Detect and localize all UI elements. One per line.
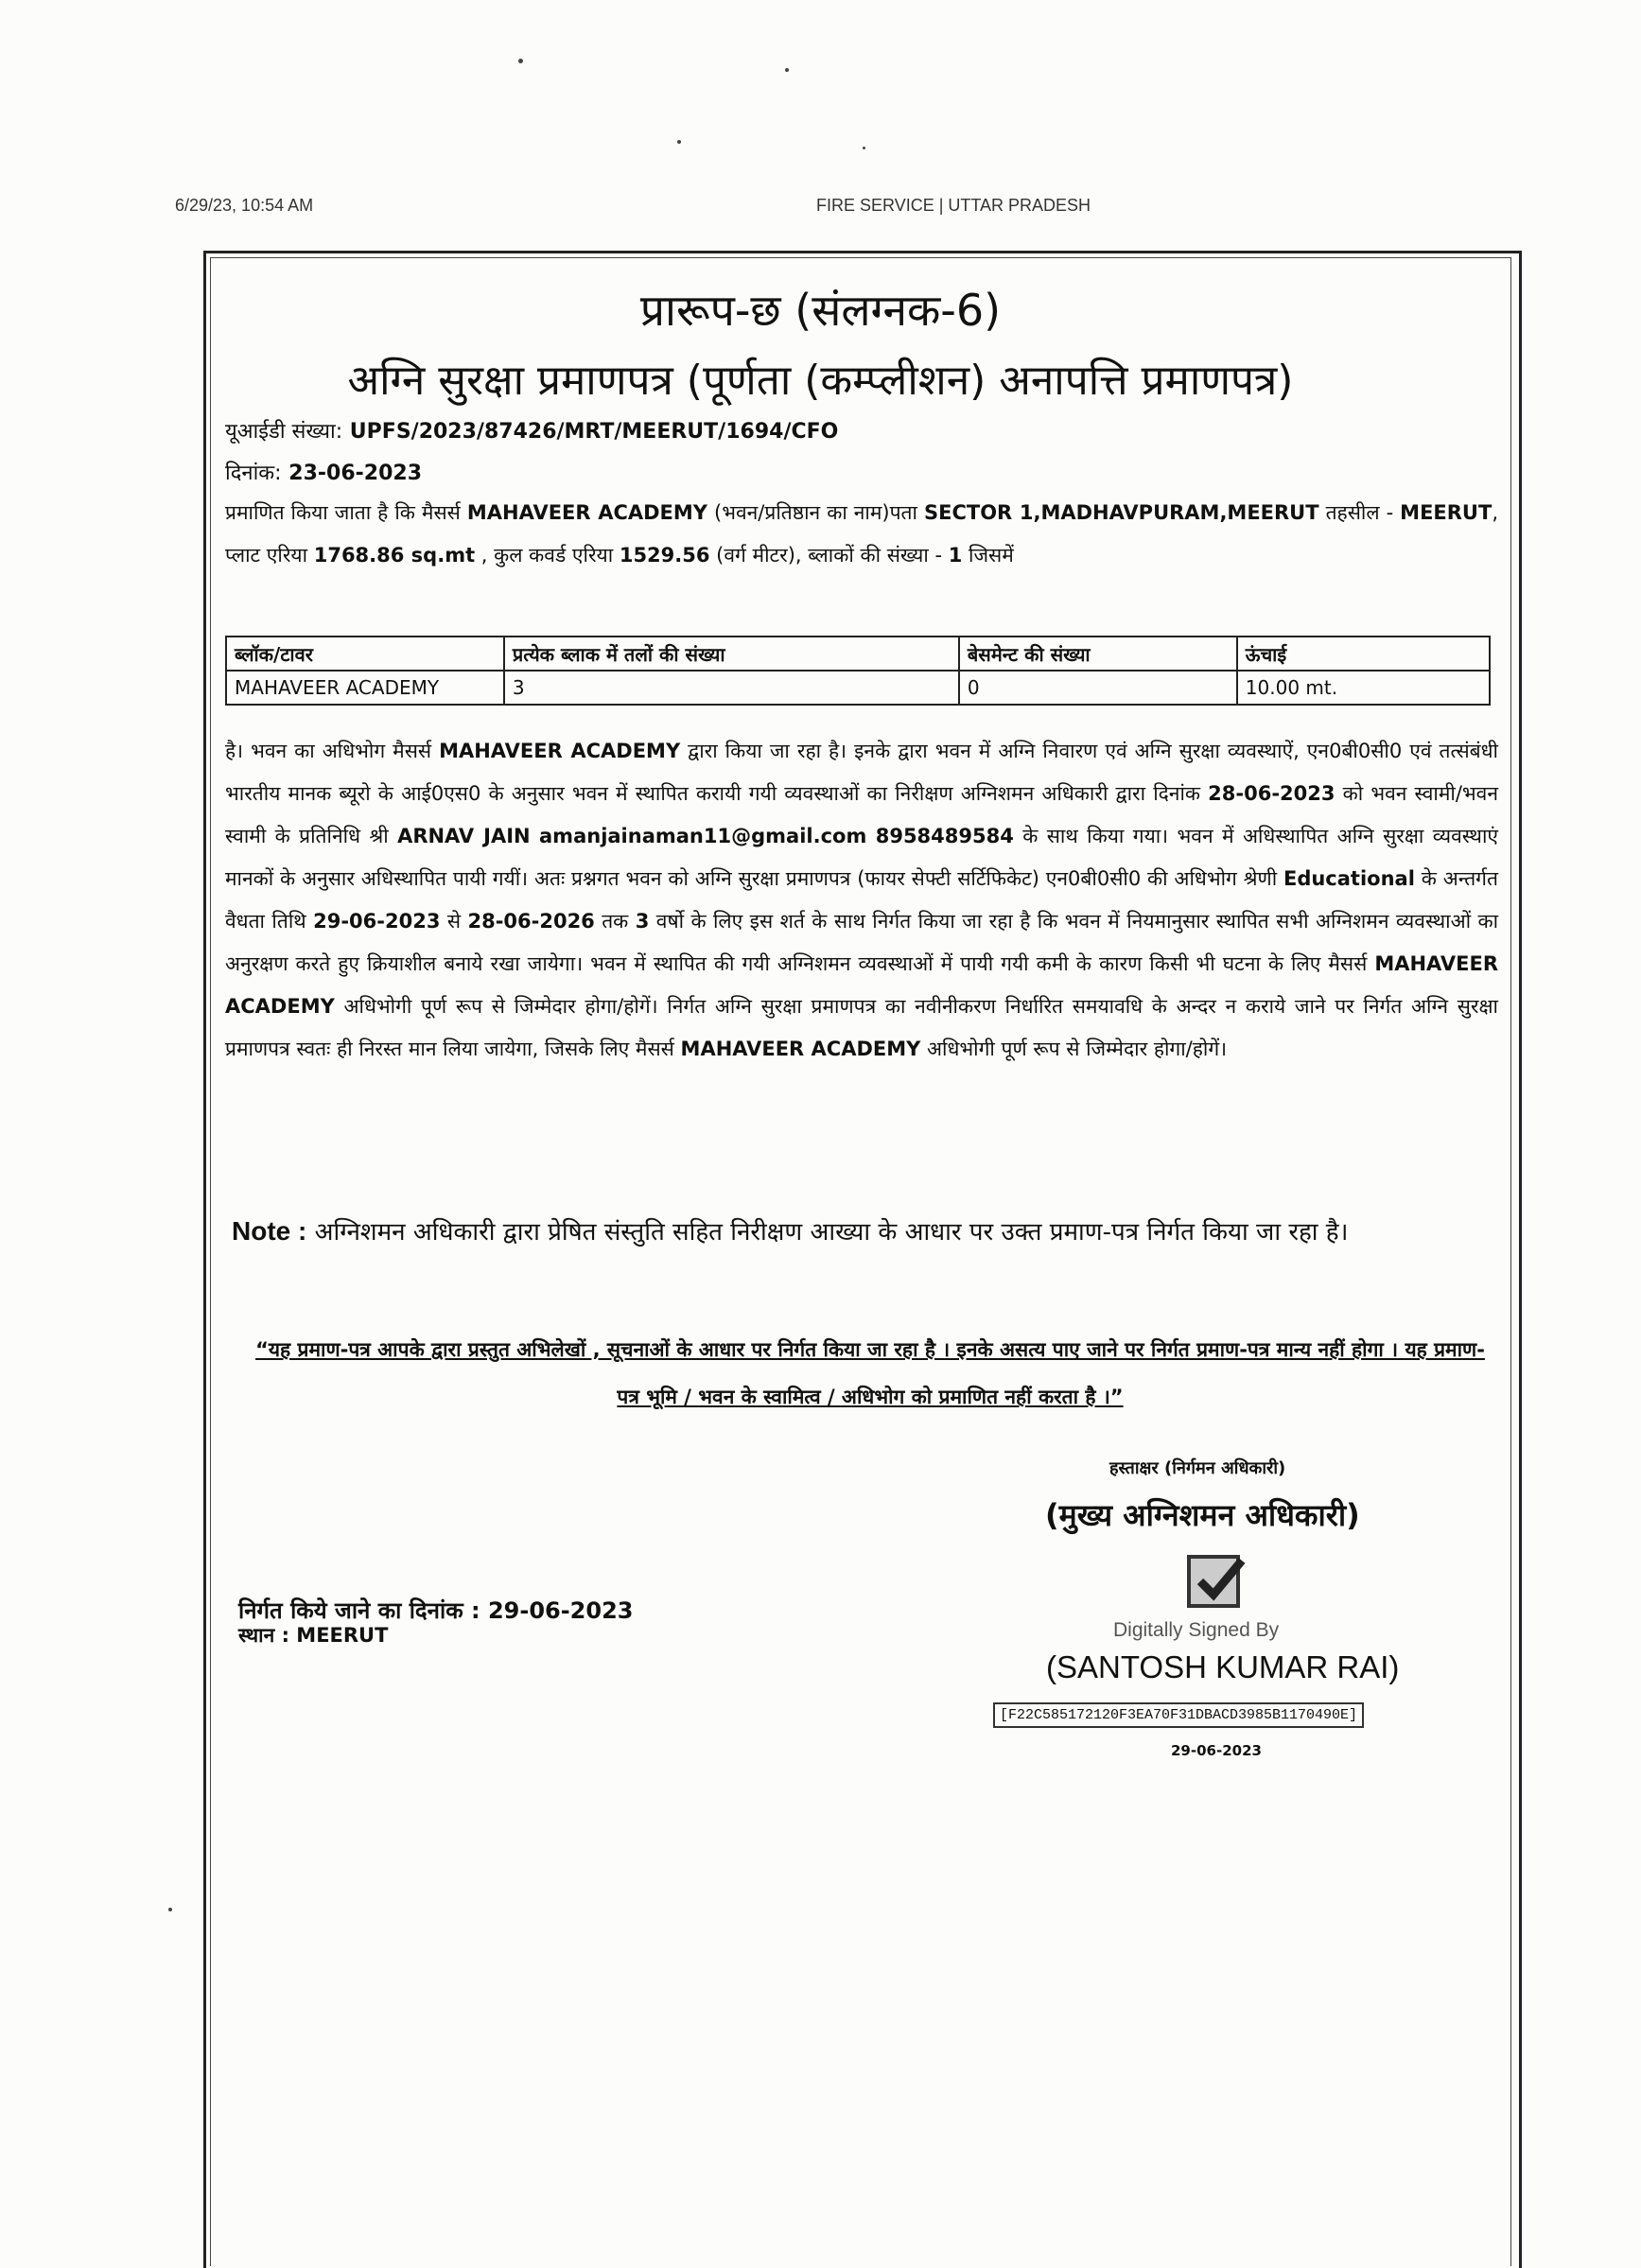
body-text: वर्षो के लिए इस शर्त के साथ निर्गत किया जा रहा है कि भवन में नियमानुसार स्थापित सभी अग्निशमन व्यवस्थाओं का अनुरक्षण करते हुए क्रियाशील बनाये रखा जायेगा। भवन में स्थापित की गयी अग्निशमन व्यवस्थाओं में पायी गयी कमी के कारण किसी भी घटना के लिए मैसर्स — [225, 910, 1499, 975]
owner-email: amanjainaman11@gmail.com — [539, 825, 867, 847]
table-cell: 3 — [504, 671, 959, 705]
occupancy-category: Educational — [1283, 867, 1415, 890]
table-header: ऊंचाई — [1237, 637, 1490, 671]
inspection-date: 28-06-2023 — [1208, 782, 1335, 805]
table-header: प्रत्येक ब्लाक में तलों की संख्या — [504, 637, 959, 671]
body-text: अधिभोगी पूर्ण रूप से जिम्मेदार होगा/होगें। निर्गत अग्नि सुरक्षा प्रमाणपत्र का नवीनीकरण निर्धारित समयावधि के अन्दर न कराये जाने पर निर्गत अग्नि सुरक्षा प्रमाणपत्र स्वतः ही निरस्त मान लिया जायेगा, जिसके लिए मैसर्स — [225, 995, 1498, 1060]
intro-text: (वर्ग मीटर), ब्लाकों की संख्या - — [709, 544, 949, 567]
print-source: FIRE SERVICE | UTTAR PRADESH — [816, 196, 1091, 215]
uid-value: UPFS/2023/87426/MRT/MEERUT/1694/CFO — [349, 420, 839, 444]
intro-text: तहसील - — [1318, 501, 1401, 524]
body-text: को भवन स्वामी/भवन स्वामी के प्रतिनिधि श्री — [225, 782, 1498, 847]
disclaimer: “यह प्रमाण-पत्र आपके द्वारा प्रस्तुत अभिलेखों , सूचनाओं के आधार पर निर्गत किया जा रहा है । इनके असत्य पाए जाने पर निर्गत प्रमाण-पत्र मान्य नहीं होगा । यह प्रमाण-पत्र भूमि / भवन के स्वामित्व / अधिभोग को प्रमाणित नहीं करता है ।” — [255, 1338, 1485, 1408]
scan-speck — [863, 147, 865, 149]
table-row — [226, 671, 1490, 705]
issue-place-line — [238, 1623, 633, 1648]
intro-text: जिसमें — [962, 544, 1014, 567]
firm-name: MAHAVEER ACADEMY — [439, 740, 681, 762]
plot-area: 1768.86 sq.mt — [313, 544, 476, 567]
certificate-title: अग्नि सुरक्षा प्रमाणपत्र (पूर्णता (कम्प्लीशन) अनापत्ति प्रमाणपत्र) — [347, 357, 1294, 405]
date-value: 23-06-2023 — [288, 462, 423, 485]
body-text: अधिभोगी पूर्ण रूप से जिम्मेदार होगा/होगें। — [920, 1038, 1228, 1060]
issue-date-line — [238, 1598, 633, 1623]
scan-speck — [677, 140, 681, 144]
note — [232, 1213, 1499, 1251]
owner-name: ARNAV JAIN — [397, 825, 531, 847]
body-text: के अन्तर्गत वैधता तिथि — [225, 867, 1498, 933]
valid-from: 29-06-2023 — [313, 910, 441, 933]
table-cell: MAHAVEER ACADEMY — [226, 671, 504, 705]
intro-text: , कुल कवर्ड एरिया — [475, 544, 620, 567]
issue-date: 29-06-2023 — [487, 1597, 634, 1624]
body-paragraph — [225, 730, 1498, 1071]
validity-years: 3 — [635, 910, 650, 933]
issue-place-label: स्थान : — [238, 1624, 289, 1647]
firm-name: MAHAVEER ACADEMY — [466, 501, 707, 524]
checkbox-check-icon — [1187, 1555, 1240, 1608]
body-text: के साथ किया गया। भवन में अधिस्थापित अग्नि सुरक्षा व्यवस्थाएं मानकों के अनुसार अधिस्थापित पायी गयीं। अतः प्रश्नगत भवन को अग्नि सुरक्षा प्रमाणपत्र (फायर सेफ्टी सर्टिफिकेट) एन0बी0सी0 की अधिभोग श्रेणी — [225, 825, 1499, 890]
date-line — [225, 458, 422, 486]
signer-name: (SANTOSH KUMAR RAI) — [1046, 1649, 1400, 1684]
issue-details — [238, 1598, 633, 1648]
body-text: से — [440, 910, 468, 933]
address: SECTOR 1,MADHAVPURAM,MEERUT — [923, 501, 1319, 524]
print-timestamp: 6/29/23, 10:54 AM — [175, 196, 314, 215]
date-label: दिनांक: — [225, 462, 282, 485]
intro-text: , प्लाट एरिया — [225, 501, 1498, 567]
covered-area: 1529.56 — [619, 544, 710, 567]
body-text: तक — [594, 910, 636, 933]
issue-place: MEERUT — [296, 1624, 389, 1647]
form-title: प्रारूप-छ (संलग्नक-6) — [639, 285, 1002, 336]
note-text: अग्निशमन अधिकारी द्वारा प्रेषित संस्तुति सहित निरीक्षण आख्या के आधार पर उक्त प्रमाण-पत्र निर्गत किया जा रहा है। — [306, 1218, 1349, 1247]
digitally-signed-label: Digitally Signed By — [1113, 1619, 1280, 1641]
scan-speck — [518, 59, 523, 63]
block-count: 1 — [948, 544, 963, 567]
uid-line — [225, 416, 838, 445]
intro-text: (भवन/प्रतिष्ठान का नाम)पता — [707, 501, 924, 524]
table-header-row — [226, 637, 1490, 671]
table-header: ब्लॉक/टावर — [226, 637, 504, 671]
signature-label: हस्ताक्षर (निर्गमन अधिकारी) — [1109, 1458, 1286, 1478]
tehsil: MEERUT — [1400, 501, 1493, 524]
valid-to: 28-06-2026 — [467, 910, 595, 933]
signature-date: 29-06-2023 — [1171, 1742, 1262, 1759]
signatory-designation: (मुख्य अग्निशमन अधिकारी) — [1045, 1497, 1360, 1533]
scan-speck — [168, 1908, 172, 1911]
signature-hash: [F22C585172120F3EA70F31DBACD3985B1170490E] — [993, 1702, 1364, 1728]
owner-phone: 8958489584 — [875, 825, 1014, 847]
note-label: Note : — [232, 1216, 307, 1246]
intro-paragraph — [225, 492, 1498, 577]
uid-label: यूआईडी संख्या: — [225, 420, 343, 444]
scan-speck — [785, 68, 789, 72]
firm-name: MAHAVEER ACADEMY — [680, 1038, 921, 1060]
table-cell: 10.00 mt. — [1237, 671, 1490, 705]
table-header: बेसमेन्ट की संख्या — [959, 637, 1237, 671]
issue-date-label: निर्गत किये जाने का दिनांक : — [238, 1597, 480, 1624]
firm-name: MAHAVEER ACADEMY — [225, 952, 1498, 1018]
block-table — [225, 636, 1491, 706]
body-text: है। भवन का अधिभोग मैसर्स — [225, 740, 440, 762]
table-cell: 0 — [959, 671, 1237, 705]
body-text: द्वारा किया जा रहा है। इनके द्वारा भवन में अग्नि निवारण एवं अग्नि सुरक्षा व्यवस्थाऐं, एन0बी0सी0 एवं तत्संबंधी भारतीय मानक ब्यूरो के आई0एस0 के अनुसार भवन में स्थापित करायी गयी व्यवस्थाओं का निरीक्षण अग्निशमन अधिकारी द्वारा दिनांक — [225, 740, 1499, 805]
intro-text: प्रमाणित किया जाता है कि मैसर्स — [225, 501, 467, 524]
